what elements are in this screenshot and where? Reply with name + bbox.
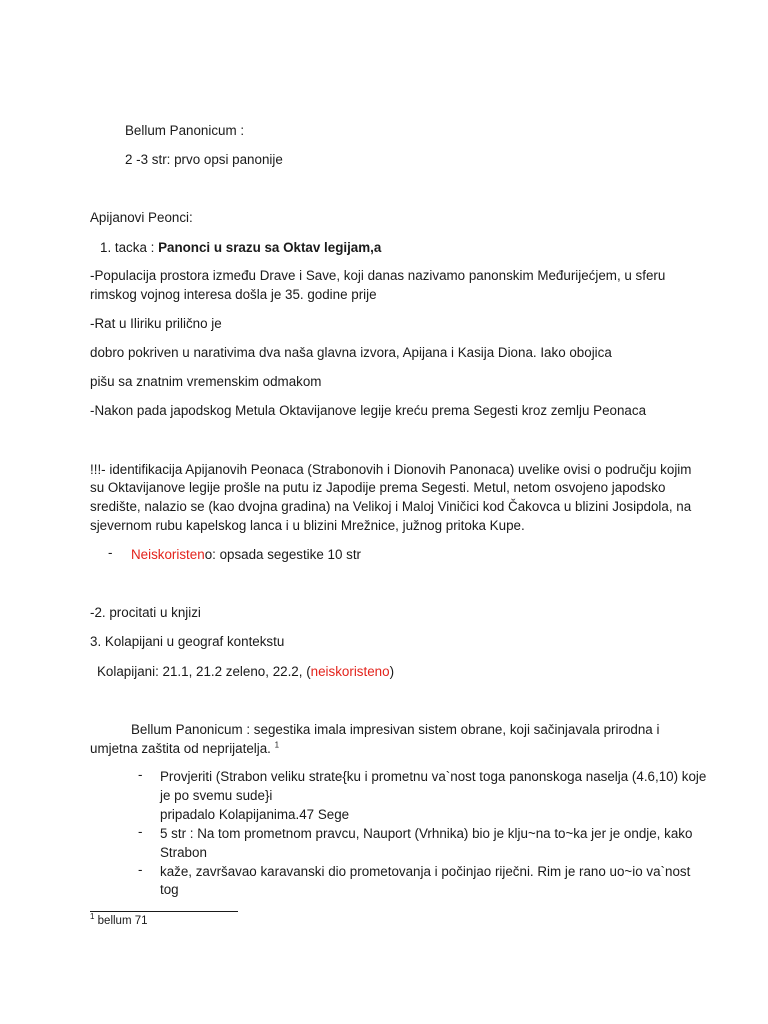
text-line: -Rat u Iliriku prilično je [90, 316, 222, 331]
list-item-cont: pripadalo Kolapijanima.47 Sege [160, 807, 350, 822]
list-item [131, 545, 361, 564]
text-line: pišu sa znatnim vremenskim odmakom [90, 374, 322, 389]
bullet-dash: - [138, 767, 143, 782]
text-line: sjevernom rubu kapelskog lanca i u blizini Mrežnice, južnog pritoka Kupe. [90, 518, 525, 533]
text-line: 3. Kolapijani u geograf kontekstu [90, 634, 285, 649]
text-line: središte, nalazio se (kao dvojna gradina) na Velikoj i Maloj Viničici kod Čakovca u blizini Josipdola, na [90, 499, 692, 514]
footnote-number: 1 [90, 912, 95, 922]
red-text: Neiskoristen [131, 547, 205, 562]
text-line: Bellum Panonicum : segestika imala impresivan sistem obrane, koji sačinjavala prirodna i [131, 722, 660, 737]
text-line: su Oktavijanove legije prošle na putu iz Japodije prema Segesti. Metul, netom osvojeno japodsko [90, 480, 666, 495]
text-line: -Nakon pada japodskog Metula Oktavijanove legije kreću prema Segesti kroz zemlju Peonaca [90, 403, 647, 418]
numbered-item [100, 238, 381, 257]
text-part: Kolapijani: 21.1, 21.2 zeleno, 22.2, ( [97, 664, 311, 679]
list-item-cont: tog [160, 882, 179, 897]
text-part: umjetna zaštita od neprijatelja. [90, 741, 271, 756]
footnote-separator [90, 911, 238, 912]
list-item-cont: Strabon [160, 845, 207, 860]
list-item-cont: je po svemu sude}i [160, 788, 273, 803]
item-title: Panonci u srazu sa Oktav legijam,a [158, 240, 382, 255]
list-item: Provjeriti (Strabon veliku strate{ku i prometnu va`nost toga panonskoga naselja (4.6,10) koje [160, 769, 707, 784]
text-line: rimskog vojnog interesa došla je 35. godine prije [90, 287, 377, 302]
footnote-ref[interactable]: 1 [274, 740, 280, 750]
heading-bellum: Bellum Panonicum : [125, 123, 245, 138]
text-line [90, 739, 279, 758]
text-line: dobro pokriven u narativima dva naša glavna izvora, Apijana i Kasija Diona. Iako obojica [90, 345, 612, 360]
text-line: 2 -3 str: prvo opsi panonije [125, 152, 283, 167]
bullet-dash: - [138, 862, 143, 877]
list-item: kaže, završavao karavanski dio prometovanja i počinjao riječni. Rim je rano uo~io va`nost [160, 864, 691, 879]
list-item-text: o: opsada segestike 10 str [204, 547, 362, 562]
bullet-dash: - [138, 824, 143, 839]
text-line [97, 662, 394, 681]
footnote-text: bellum 71 [94, 915, 148, 927]
text-line: -2. procitati u knjizi [90, 605, 201, 620]
list-item: 5 str : Na tom prometnom pravcu, Nauport (Vrhnika) bio je klju~na to~ka jer je ondje, kako [160, 826, 693, 841]
red-text: neiskoristeno [310, 664, 390, 679]
footnote [90, 912, 148, 927]
text-part: ) [389, 664, 395, 679]
text-line: -Populacija prostora između Drave i Save, koji danas nazivamo panonskim Međurijećjem, u sferu [90, 268, 666, 283]
bullet-dash: - [108, 545, 113, 560]
section-heading: Apijanovi Peonci: [90, 210, 193, 225]
item-number: 1. tacka : [100, 240, 159, 255]
text-line: !!!- identifikacija Apijanovih Peonaca (Strabonovih i Dionovih Panonaca) uvelike ovisi o području kojim [90, 462, 692, 477]
